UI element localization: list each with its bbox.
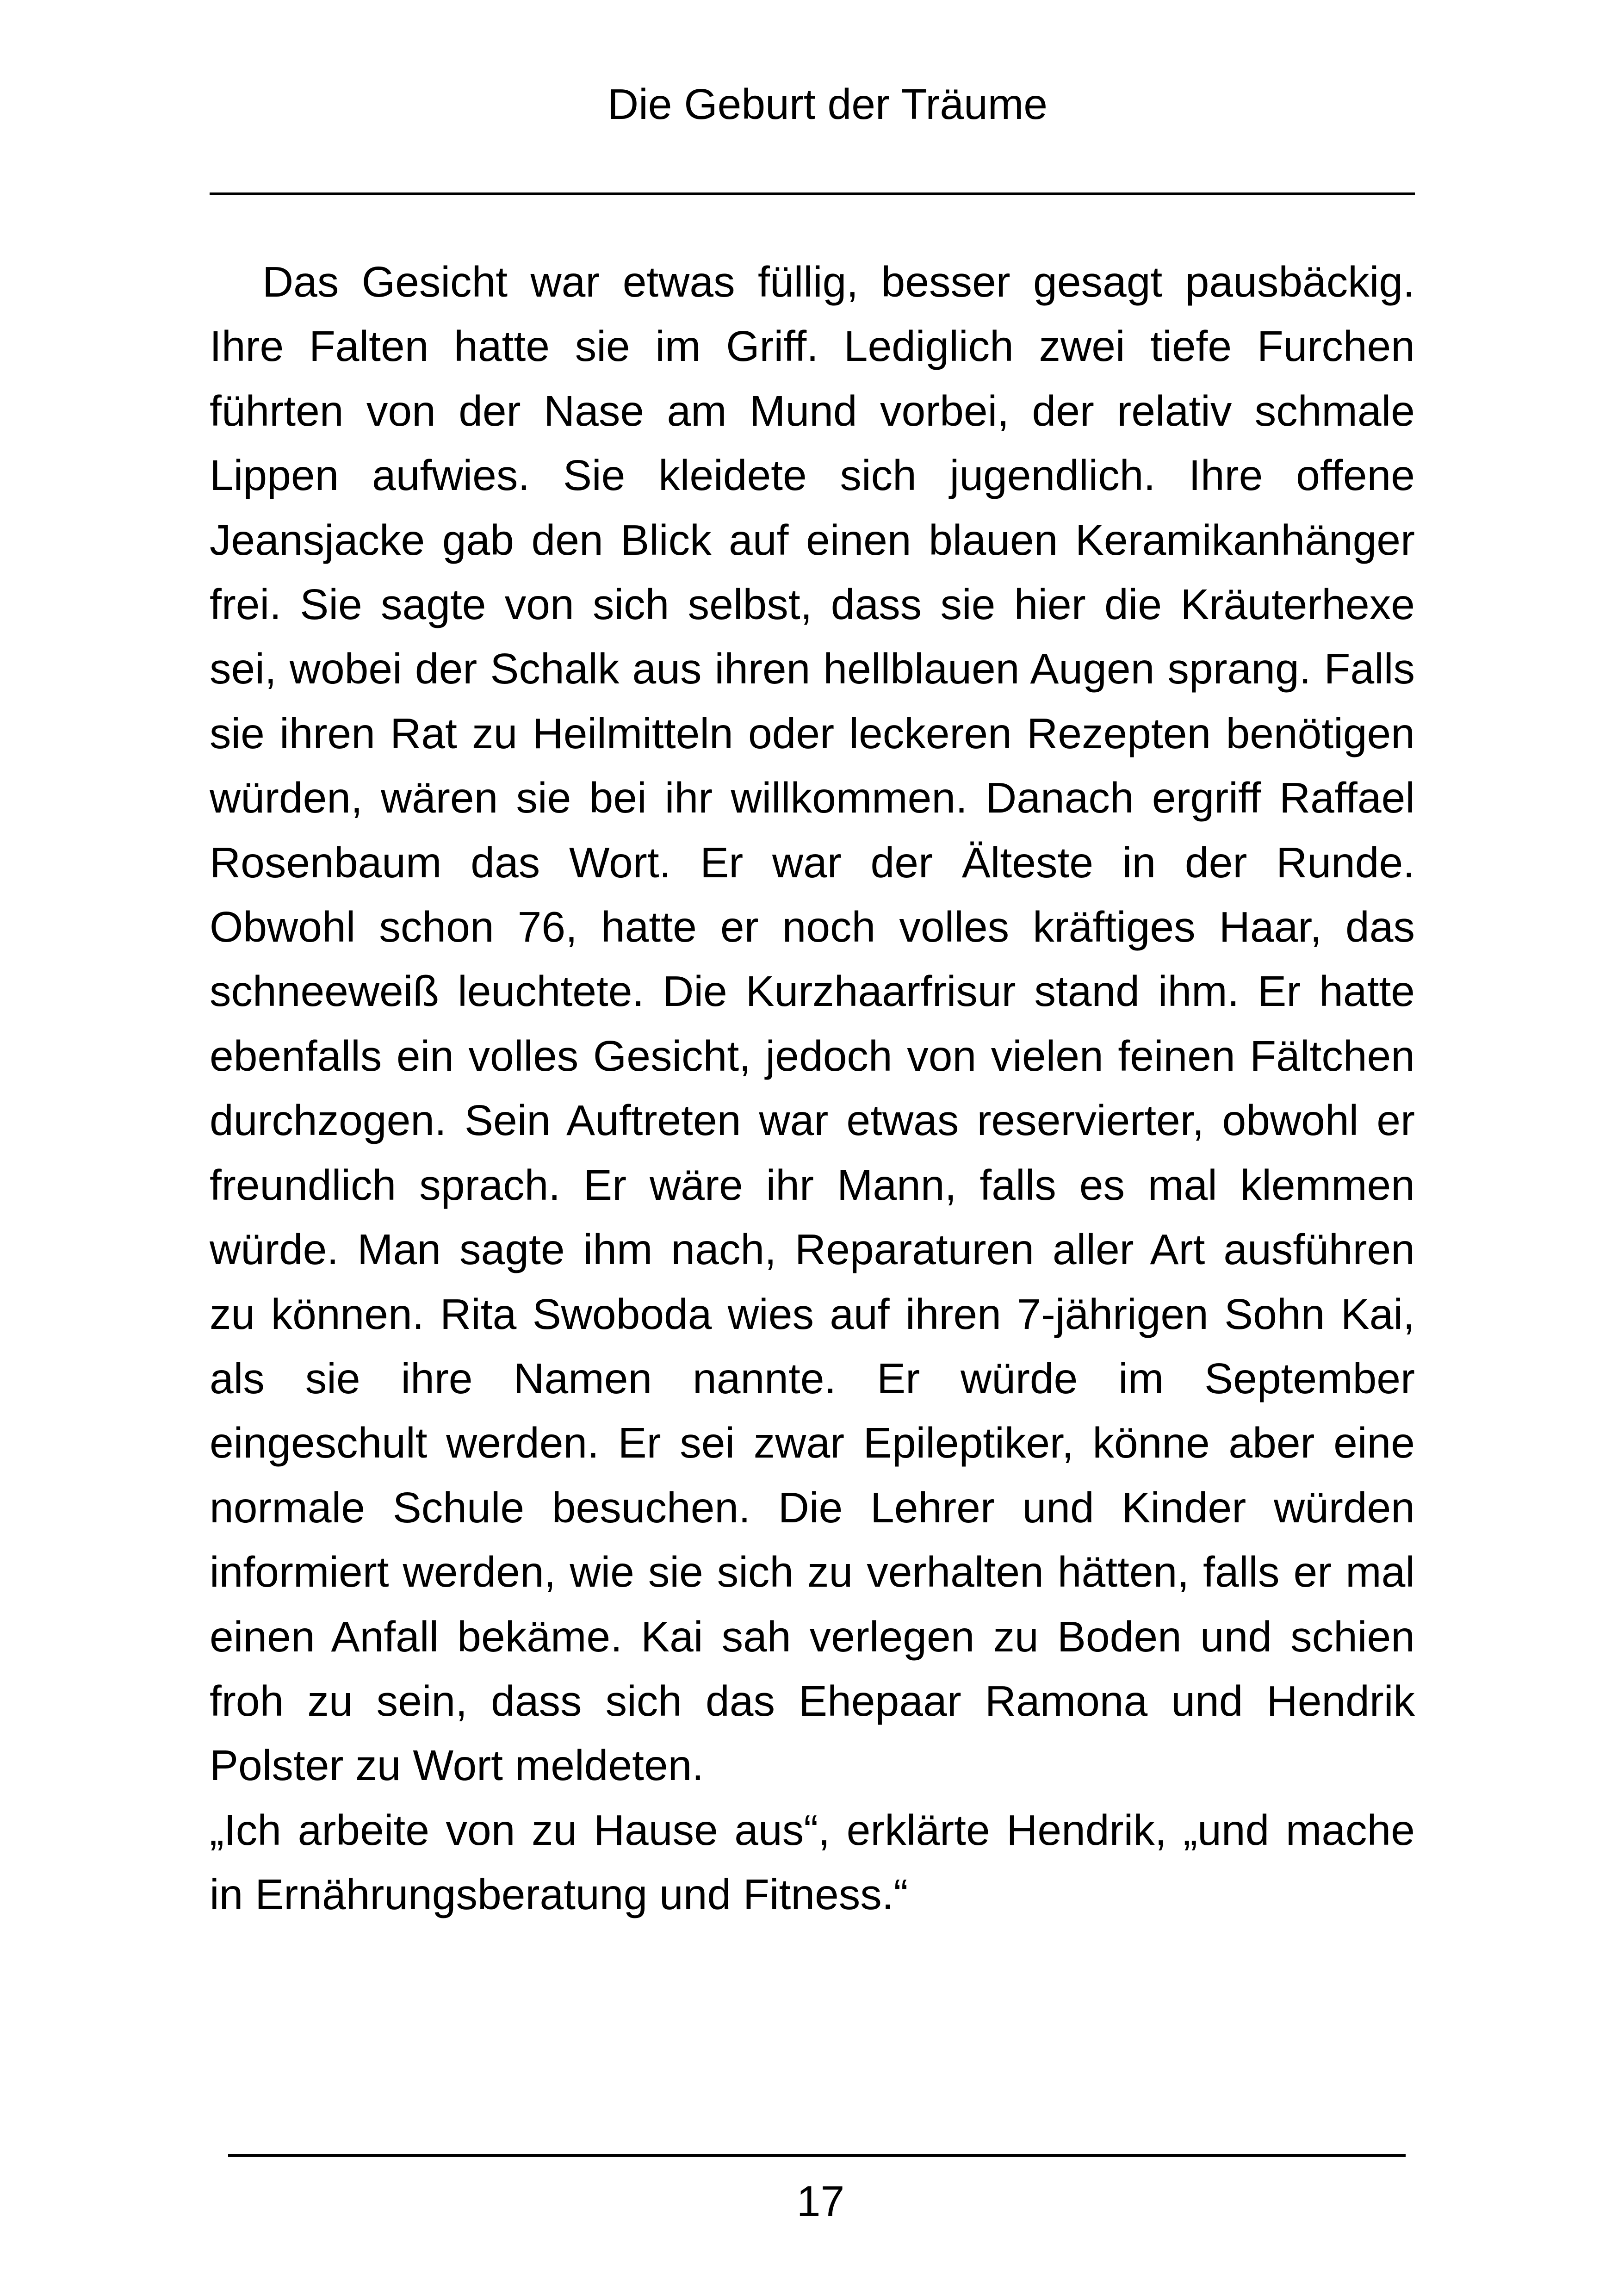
footer-divider [228,2154,1406,2157]
page-number: 17 [796,2177,845,2225]
page-body-text [210,250,1415,1927]
header-divider [210,192,1415,195]
running-header-title: Die Geburt der Träume [607,80,1048,128]
body-paragraph-1: Das Gesicht war etwas füllig, besser gesagt pausbäckig. Ihre Falten hatte sie im Griff. Lediglich zwei tiefe Furchen führten von der Nase am Mund vorbei, der relativ schmale Lippen aufwies. Sie kleidete sich jugendlich. Ihre offene Jeansjacke gab den Blick auf einen blauen Keramikanhänger frei. Sie sagte von sich selbst, dass sie hier die Kräuterhexe sei, wobei der Schalk aus ihren hellblauen Augen sprang. Falls sie ihren Rat zu Heilmitteln oder leckeren Rezepten benötigen würden, wären sie bei ihr willkommen. Danach ergriff Raffael Rosenbaum das Wort. Er war der Älteste in der Runde. Obwohl schon 76, hatte er noch volles kräftiges Haar, das schneeweiß leuchtete. Die Kurzhaarfrisur stand ihm. Er hatte ebenfalls ein volles Gesicht, jedoch von vielen feinen Fältchen durchzogen. Sein Auftreten war etwas reservierter, obwohl er freundlich sprach. Er wäre ihr Mann, falls es mal klemmen würde. Man sagte ihm nach, Reparaturen aller Art ausführen zu können. Rita Swoboda wies auf ihren 7-jährigen Sohn Kai, als sie ihre Namen nannte. Er würde im September eingeschult werden. Er sei zwar Epileptiker, könne aber eine normale Schule besuchen. Die Lehrer und Kinder würden informiert werden, wie sie sich zu verhalten hätten, falls er mal einen Anfall bekäme. Kai sah verlegen zu Boden und schien froh zu sein, dass sich das Ehepaar Ramona und Hendrik Polster zu Wort meldeten. [210,258,1415,1790]
body-paragraph-2: „Ich arbeite von zu Hause aus“, erklärte Hendrik, „und mache in Ernährungsberatung und Fitness.“ [210,1806,1415,1919]
